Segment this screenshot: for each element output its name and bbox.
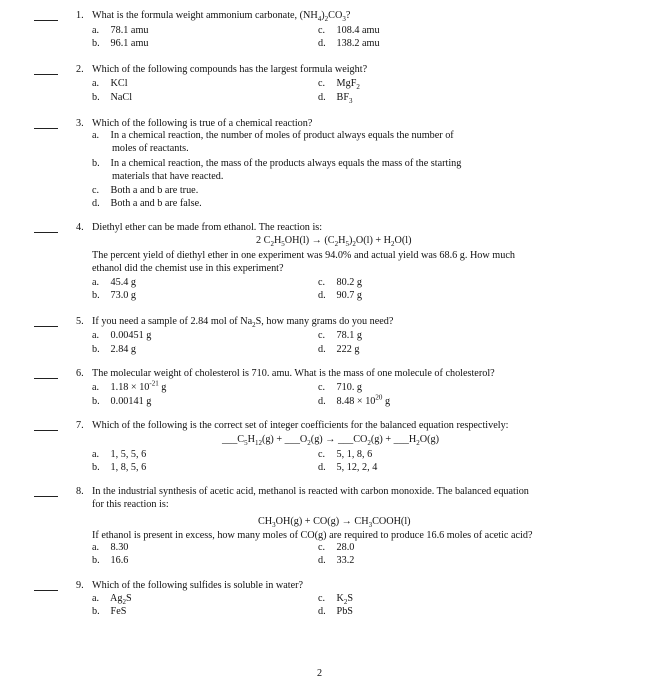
option-b[interactable]: b. 0.00141 g [92,396,152,407]
option-d[interactable]: d. 5, 12, 2, 4 [318,462,378,473]
question-number: 5. [76,316,84,327]
option-a[interactable]: a. KCl [92,78,128,89]
option-a[interactable]: a. In a chemical reaction, the number of moles of product always equals the number of [92,130,454,141]
reaction-equation: $\_\_\_C_5H_{12}(g)$ + $\_\_\_O_2(g)$ → $\_\_\_CO_2(g)$ + $\_\_\_H_2O(g)$ [222,434,439,448]
question-number: 1. [76,10,84,21]
option-a[interactable]: a. 78.1 amu [92,25,149,36]
option-d[interactable]: d. 222 g [318,344,360,355]
question-body: The percent yield of diethyl ether in one experiment was 94.0% and actual yield was 68.6 g. How much [92,250,515,261]
option-c[interactable]: c. 78.1 g [318,330,363,341]
reaction-equation: $CH_3OH(g) + CO(g)$ → $CH_3COOH(l)$ [258,516,411,530]
question-number: 8. [76,486,84,497]
option-b[interactable]: b. NaCl [92,92,133,103]
answer-blank[interactable] [34,326,58,327]
option-c[interactable]: c. MgF$_2$ [318,78,360,92]
option-d[interactable]: d. Both a and b are false. [92,198,202,209]
question-stem: Which of the following compounds has the largest formula weight? [92,64,368,75]
reaction-equation: 2 $C_2H_5OH(l) \to (C_2H_5)_2O(l) + H_2O(l)$ [256,235,412,249]
option-b[interactable]: b. 16.6 [92,555,129,566]
answer-blank[interactable] [34,74,58,75]
option-c[interactable]: c. Both a and b are true. [92,185,199,196]
question-stem: Which of the following sulfides is soluble in water? [92,580,304,591]
option-c[interactable]: c. 28.0 [318,542,355,553]
option-b[interactable]: b. 96.1 amu [92,38,149,49]
option-d[interactable]: d. 90.7 g [318,290,363,301]
question-number: 4. [76,222,84,233]
option-d[interactable]: d. $BF_3$ [318,92,353,106]
answer-blank[interactable] [34,378,58,379]
option-c[interactable]: c. 80.2 g [318,277,363,288]
option-a[interactable]: a. 0.00451 g [92,330,152,341]
option-a[interactable]: a. 1, 5, 5, 6 [92,449,147,460]
option-b[interactable]: b. 73.0 g [92,290,137,301]
question-stem: Diethyl ether can be made from ethanol. The reaction is: [92,222,323,233]
option-c[interactable]: c. 5, 1, 8, 6 [318,449,373,460]
answer-blank[interactable] [34,430,58,431]
answer-blank[interactable] [34,128,58,129]
option-b[interactable]: b. 1, 8, 5, 6 [92,462,147,473]
answer-blank[interactable] [34,232,58,233]
option-a[interactable]: a. $1.18 \times 10^{-21}$ g [92,379,167,393]
option-d[interactable]: d. $8.48 \times 10^{20}$ g [318,393,391,407]
option-a[interactable]: a. 45.4 g [92,277,137,288]
option-c[interactable]: c. 710. g [318,382,363,393]
question-number: 6. [76,368,84,379]
option-d[interactable]: d. PbS [318,606,353,617]
question-body-cont: ethanol did the chemist use in this experiment? [92,263,284,274]
option-d[interactable]: d. 138.2 amu [318,38,380,49]
question-number: 3. [76,118,84,129]
option-c[interactable]: c. 108.4 amu [318,25,380,36]
question-number: 9. [76,580,84,591]
question-stem: If you need a sample of 2.84 mol of $Na_2S$, how many grams do you need? [92,316,394,330]
question-number: 7. [76,420,84,431]
option-a[interactable]: a. $Ag_2S$ [92,593,132,607]
option-c[interactable]: c. $K_2S$ [318,593,354,607]
page-number: 2 [317,668,323,679]
option-b[interactable]: b. FeS [92,606,127,617]
question-stem: The molecular weight of cholesterol is 710. amu. What is the mass of one molecule of cholesterol? [92,368,495,379]
question-stem: In the industrial synthesis of acetic acid, methanol is reacted with carbon monoxide. The balanced equation [92,486,529,497]
question-body: If ethanol is present in excess, how many moles of CO(g) are required to produce 16.6 moles of acetic acid? [92,530,533,541]
question-stem: Which of the following is the correct set of integer coefficients for the balanced equation respectively: [92,420,509,431]
option-a[interactable]: a. 8.30 [92,542,129,553]
question-stem: Which of the following is true of a chemical reaction? [92,118,313,129]
option-b[interactable]: b. 2.84 g [92,344,137,355]
answer-blank[interactable] [34,496,58,497]
answer-blank[interactable] [34,20,58,21]
option-b[interactable]: b. In a chemical reaction, the mass of the products always equals the mass of the starting [92,158,462,169]
answer-blank[interactable] [34,590,58,591]
option-d[interactable]: d. 33.2 [318,555,355,566]
question-stem-cont: for this reaction is: [92,499,169,510]
question-number: 2. [76,64,84,75]
question-stem: What is the formula weight ammonium carbonate, $(NH_4)_2CO_3$? [92,10,351,24]
option-a-cont: moles of reactants. [112,143,189,154]
option-b-cont: materials that have reacted. [112,171,224,182]
